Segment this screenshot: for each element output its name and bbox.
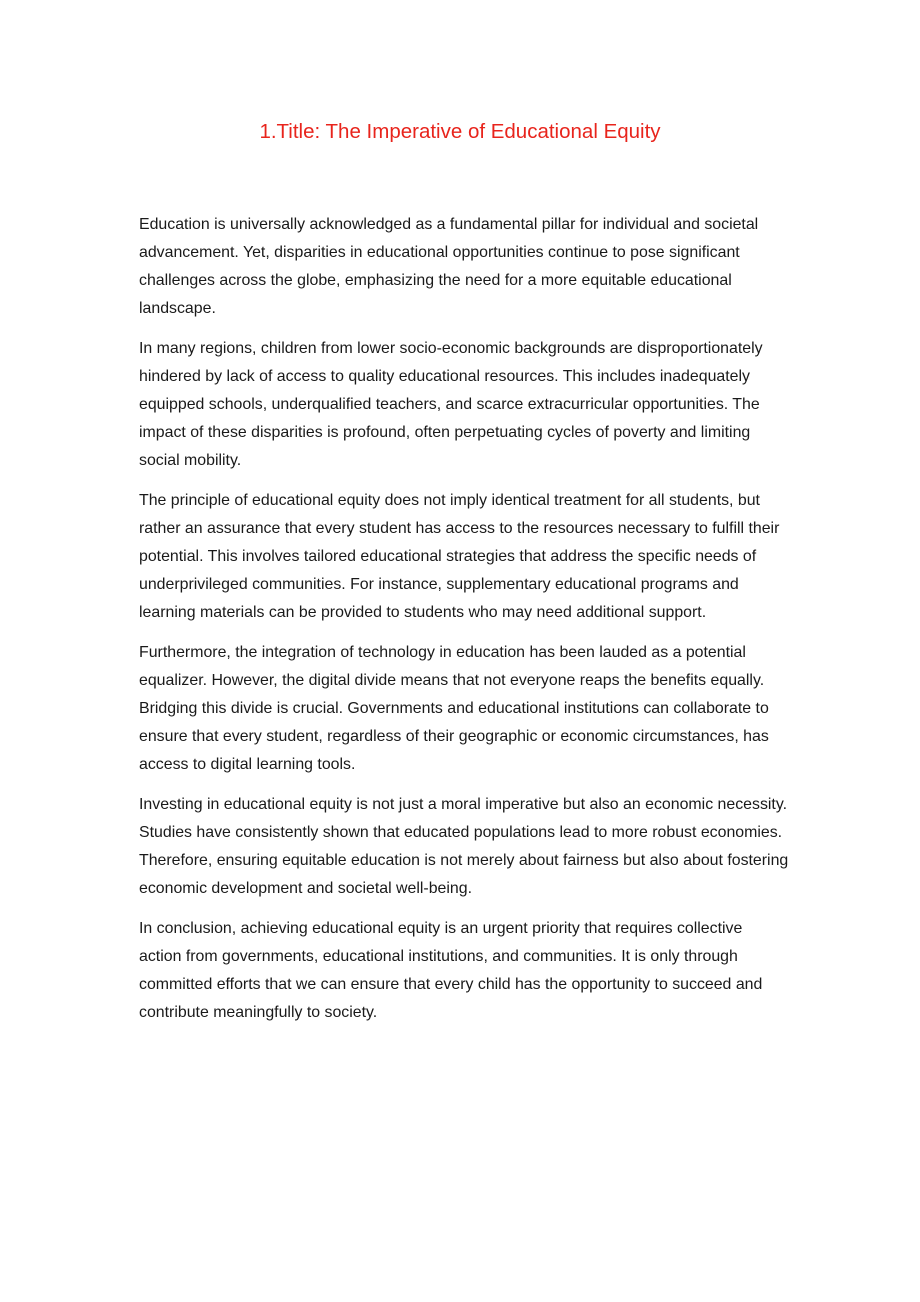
document-title: 1.Title: The Imperative of Educational Equity [259, 120, 661, 143]
paragraph-1: Education is universally acknowledged as a fundamental pillar for individual and societal advancement. Yet, disparities in educational opportunities continue to pose significant challenges across the globe, emphasizing the need for a more equitable educational landscape. [139, 216, 759, 317]
document-body [139, 211, 789, 1039]
paragraph-3: The principle of educational equity does not imply identical treatment for all students, but rather an assurance that every student has access to the resources necessary to fulfill their potential. This involves tailored educational strategies that address the specific needs of underprivileged communities. For instance, supplementary educational programs and learning materials can be provided to students who may need additional support. [139, 492, 780, 621]
paragraph-6: In conclusion, achieving educational equity is an urgent priority that requires collective action from governments, educational institutions, and communities. It is only through committed efforts that we can ensure that every child has the opportunity to succeed and contribute meaningfully to society. [139, 920, 763, 1021]
paragraph-5: Investing in educational equity is not just a moral imperative but also an economic necessity. Studies have consistently shown that educated populations lead to more robust economies. Therefore, ensuring equitable education is not merely about fairness but also about fostering economic development and societal well-being. [139, 796, 789, 897]
paragraph-2: In many regions, children from lower socio-economic backgrounds are disproportionately hindered by lack of access to quality educational resources. This includes inadequately equipped schools, underqualified teachers, and scarce extracurricular opportunities. The impact of these disparities is profound, often perpetuating cycles of poverty and limiting social mobility. [139, 340, 763, 469]
paragraph-4: Furthermore, the integration of technology in education has been lauded as a potential equalizer. However, the digital divide means that not everyone reaps the benefits equally. Bridging this divide is crucial. Governments and educational institutions can collaborate to ensure that every student, regardless of their geographic or economic circumstances, has access to digital learning tools. [139, 644, 769, 773]
